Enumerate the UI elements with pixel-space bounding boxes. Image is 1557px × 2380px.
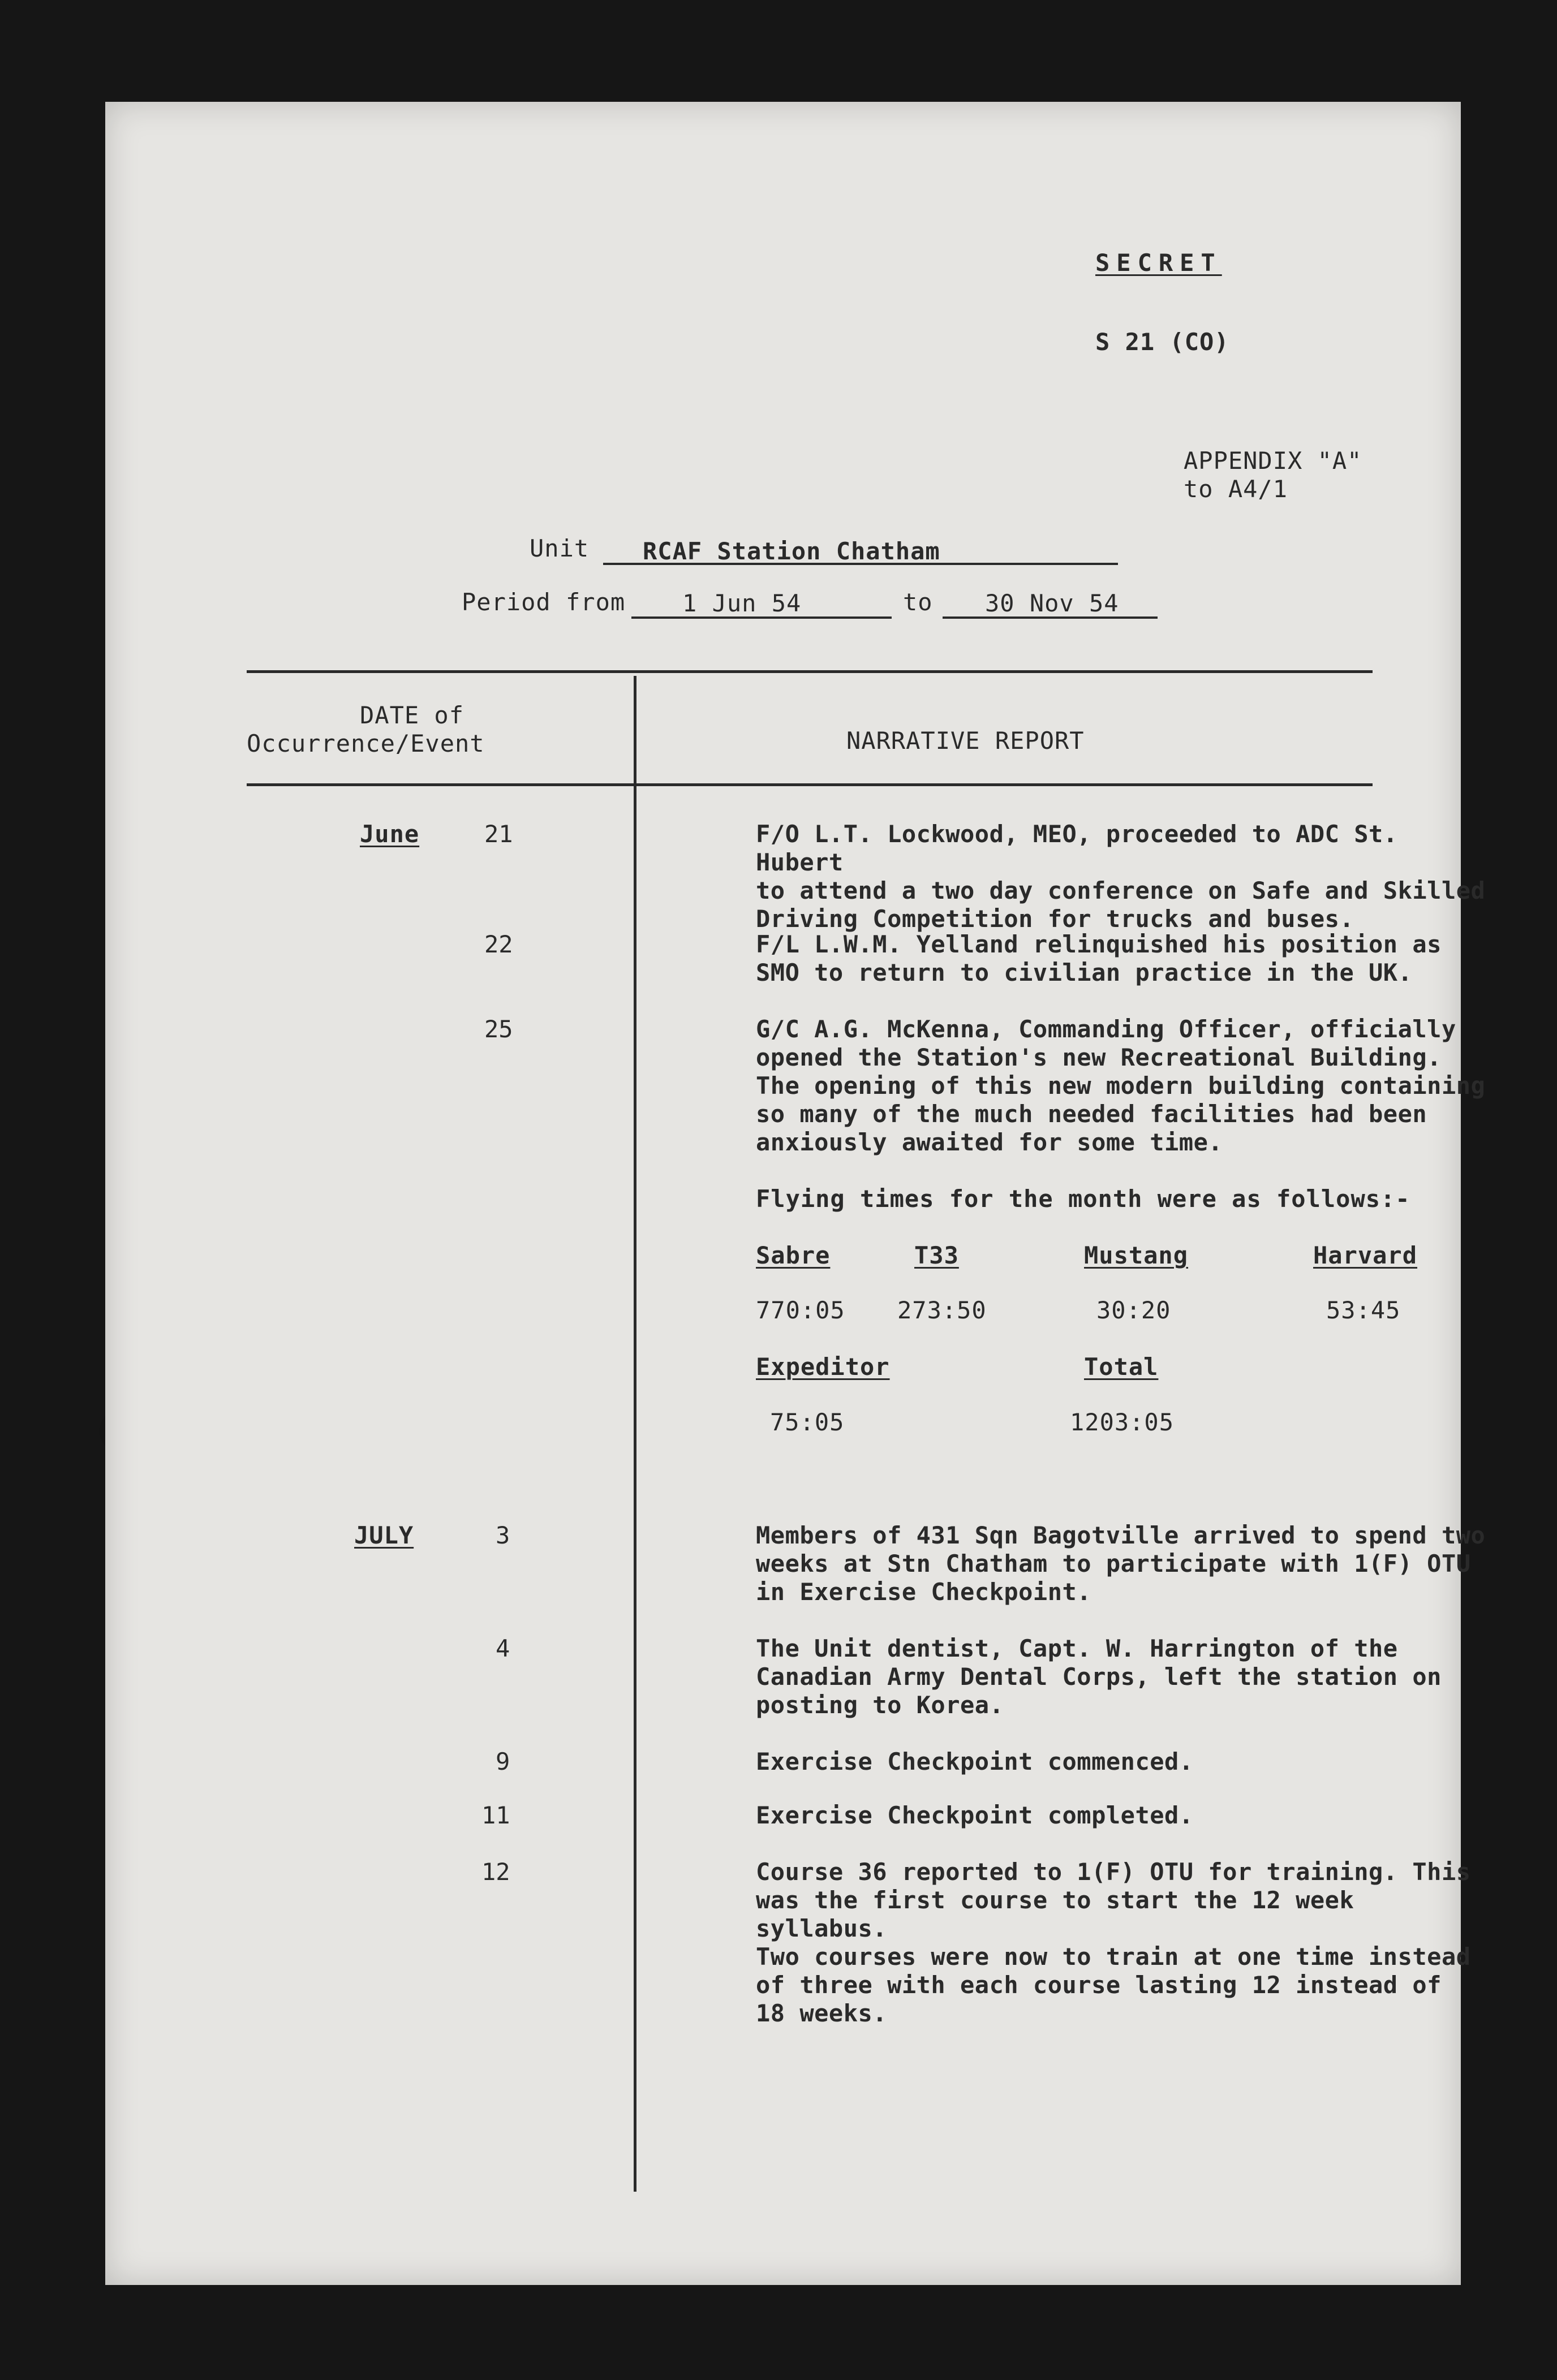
appendix-line-1: APPENDIX "A" bbox=[1184, 447, 1362, 475]
file-reference: S 21 (CO) bbox=[1095, 328, 1229, 356]
date-column-header-line-1: DATE of bbox=[360, 701, 464, 729]
entry-text: G/C A.G. McKenna, Commanding Officer, officially opened the Station's new Recreational Building. The opening of this new modern building containing so many of the much needed facilities had been anxiously awaited for some time. bbox=[756, 1015, 1486, 1156]
flying-times-intro: Flying times for the month were as follows:- bbox=[756, 1185, 1410, 1213]
entry-text: Exercise Checkpoint completed. bbox=[756, 1801, 1194, 1829]
appendix-line-2: to A4/1 bbox=[1184, 475, 1288, 503]
table-header-rule bbox=[247, 783, 1373, 786]
entry-day: 25 bbox=[484, 1015, 513, 1043]
entry-text: F/L L.W.M. Yelland relinquished his position as SMO to return to civilian practice in the UK. bbox=[756, 930, 1442, 986]
entry-day: 11 bbox=[481, 1801, 510, 1829]
document-page bbox=[105, 102, 1486, 2285]
sabre-value: 770:05 bbox=[756, 1296, 845, 1324]
harvard-value: 53:45 bbox=[1326, 1296, 1401, 1324]
total-label: Total bbox=[1084, 1353, 1159, 1381]
expeditor-value: 75:05 bbox=[770, 1408, 845, 1436]
unit-label: Unit bbox=[530, 534, 590, 562]
table-top-rule bbox=[247, 670, 1373, 673]
expeditor-label: Expeditor bbox=[756, 1353, 890, 1381]
entry-day: 22 bbox=[484, 930, 513, 958]
entry-day: 4 bbox=[496, 1635, 510, 1662]
month-july: JULY bbox=[354, 1521, 414, 1549]
period-from-label: Period from bbox=[462, 588, 626, 616]
entry-text: The Unit dentist, Capt. W. Harrington of the Canadian Army Dental Corps, left the station on posting to Korea. bbox=[756, 1635, 1442, 1719]
t33-label: T33 bbox=[914, 1241, 959, 1269]
entry-day: 9 bbox=[496, 1748, 510, 1775]
month-june: June bbox=[360, 820, 420, 848]
entry-day: 3 bbox=[496, 1521, 510, 1549]
table-column-divider bbox=[634, 676, 636, 2192]
sabre-label: Sabre bbox=[756, 1241, 831, 1269]
total-value: 1203:05 bbox=[1070, 1408, 1175, 1436]
unit-value: RCAF Station Chatham bbox=[643, 537, 940, 565]
entry-text: F/O L.T. Lockwood, MEO, proceeded to ADC St. Hubert to attend a two day conference on Safe and Skilled Driving Competition for trucks and buses. bbox=[756, 820, 1486, 933]
entry-text: Members of 431 Sqn Bagotville arrived to spend two weeks at Stn Chatham to participate with 1(F) OTU in Exercise Checkpoint. bbox=[756, 1521, 1486, 1606]
period-to-label: to bbox=[903, 588, 933, 616]
classification-marking: SECRET bbox=[1095, 249, 1222, 277]
date-column-header-line-2: Occurrence/Event bbox=[247, 730, 485, 757]
narrative-column-header: NARRATIVE REPORT bbox=[846, 727, 1085, 754]
entry-day: 21 bbox=[484, 820, 513, 848]
period-to-value: 30 Nov 54 bbox=[985, 589, 1119, 617]
harvard-label: Harvard bbox=[1313, 1241, 1418, 1269]
entry-day: 12 bbox=[481, 1858, 510, 1886]
mustang-value: 30:20 bbox=[1096, 1296, 1171, 1324]
mustang-label: Mustang bbox=[1084, 1241, 1189, 1269]
entry-text: Course 36 reported to 1(F) OTU for training. This was the first course to start the 12 week syllabus. Two courses were now to train at one time instead of three with each course lasting 12 instead of 18 weeks. bbox=[756, 1858, 1471, 2027]
period-from-value: 1 Jun 54 bbox=[682, 589, 802, 617]
t33-value: 273:50 bbox=[897, 1296, 987, 1324]
entry-text: Exercise Checkpoint commenced. bbox=[756, 1748, 1194, 1775]
